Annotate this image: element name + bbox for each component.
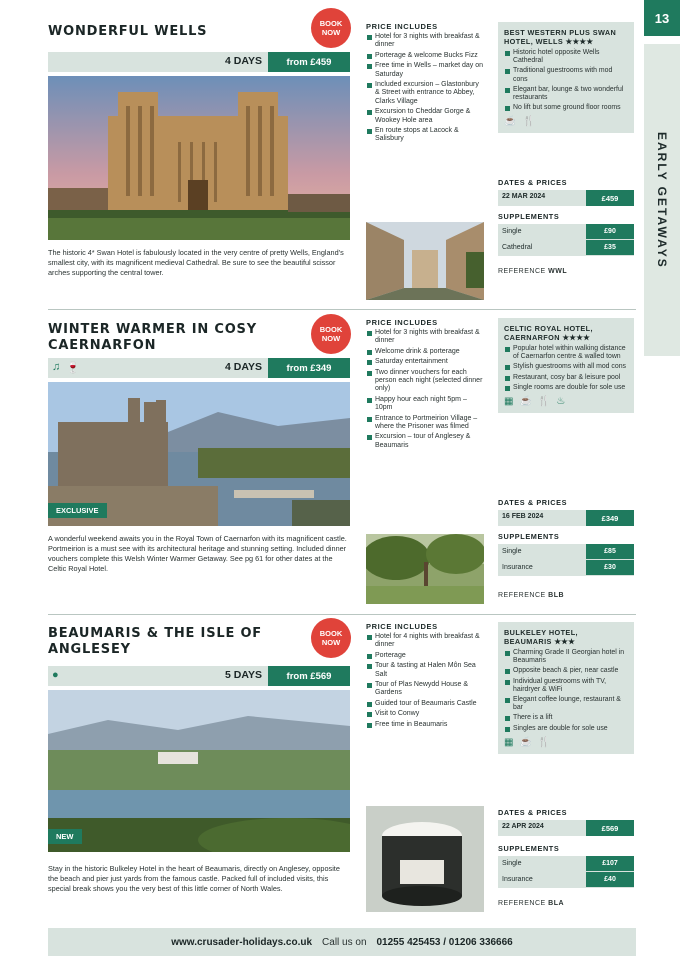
thumb-photo-street [366,222,484,300]
include-item: Included excursion – Glastonbury & Street with entrance to Abbey, Clarks Village [366,81,484,106]
trip-duration: 4 DAYS [225,55,262,67]
reference-value: WWL [548,268,568,275]
trip-title: WINTER WARMER IN COSY CAERNARFON [48,322,257,353]
days-price-bar [48,52,350,72]
coffee-icon: ☕ [504,116,517,128]
wine-icon: 🍷 [66,362,80,374]
section-divider [48,614,636,615]
restaurant-icon: 🍴 [537,396,551,408]
hotel-feature: Elegant coffee lounge, restaurant & bar [504,696,628,712]
reference-label: REFERENCE [498,900,546,907]
hotel-feature: There is a lift [504,714,628,722]
supplement-value: £85 [586,544,634,560]
trip-price[interactable]: from £459 [268,52,350,72]
departure-price[interactable]: £349 [586,510,634,526]
reference-label: REFERENCE [498,592,546,599]
date-price-row [498,510,634,526]
supplements-heading: SUPPLEMENTS [498,844,560,853]
include-item: Happy hour each night 5pm – 10pm [366,396,484,413]
supplements-table [498,856,634,888]
price-includes-heading: PRICE INCLUDES [366,622,438,631]
dates-prices-heading: DATES & PRICES [498,498,568,507]
dates-prices-heading: DATES & PRICES [498,178,568,187]
thumb-photo-garden [366,534,484,604]
hotel-info [498,318,634,413]
supplements-table [498,544,634,576]
section-tab-label: EARLY GETAWAYS [655,131,669,269]
trip-description: The historic 4* Swan Hotel is fabulously located in the very centre of pretty Wells, England's smallest city, with its magnificent medieval Cathedral. Be sure to see the beautiful scissor arches supporting the central tower. [48,248,344,277]
price-includes-heading: PRICE INCLUDES [366,318,438,327]
include-item: Welcome drink & porterage [366,348,484,356]
trip-beaumaris-anglesey [48,618,636,922]
trip-feature-icons [52,669,59,681]
include-item: Guided tour of Beaumaris Castle [366,700,484,708]
days-price-bar [48,666,350,686]
supplement-name: Single [502,548,522,555]
hotel-feature: Singles are double for sole use [504,725,628,733]
supplements-heading: SUPPLEMENTS [498,532,560,541]
supplement-name: Insurance [502,564,533,571]
trip-price[interactable]: from £349 [268,358,350,378]
supplement-value: £30 [586,560,634,576]
phone-numbers[interactable]: 01255 425453 / 01206 336666 [376,936,513,948]
price-includes-heading: PRICE INCLUDES [366,22,438,31]
book-now-badge[interactable]: BOOK NOW [311,8,351,48]
amenity-icons [504,116,628,127]
supplement-value: £107 [586,856,634,872]
include-item: Excursion to Cheddar Gorge & Wookey Hole area [366,108,484,125]
departure-date: 22 MAR 2024 [502,193,546,200]
include-item: Porterage & welcome Bucks Fizz [366,52,484,60]
include-item: Visit to Conwy [366,710,484,718]
hotel-feature: Stylish guestrooms with all mod cons [504,363,628,371]
hotel-feature: Opposite beach & pier, near castle [504,667,628,675]
hotel-feature: Traditional guestrooms with mod cons [504,67,628,83]
page-number: 13 [644,0,680,36]
price-includes [366,22,484,146]
section-divider [48,309,636,310]
website-link[interactable]: www.crusader-holidays.co.uk [171,936,313,948]
reference-value: BLA [548,900,565,907]
days-price-bar [48,358,350,378]
coffee-icon: ☕ [519,396,532,408]
include-item: Saturday entertainment [366,358,484,366]
new-icon: ● [52,669,59,681]
trip-photo-coast [48,690,350,852]
hotel-name: BEST WESTERN PLUS SWAN HOTEL, WELLS ★★★★ [504,28,617,46]
supplement-name: Insurance [502,876,533,883]
trip-duration: 4 DAYS [225,361,262,373]
pool-icon: ♨ [556,396,566,408]
include-item: Hotel for 3 nights with breakfast & dinner [366,329,484,346]
coffee-icon: ☕ [519,736,532,748]
hotel-feature: Charming Grade II Georgian hotel in Beaumaris [504,649,628,665]
call-label: Call us on [322,936,367,948]
reference-value: BLB [548,592,565,599]
trip-description: A wonderful weekend awaits you in the Royal Town of Caernarfon with its magnificent castle. Portmeirion is a must see with its architectural heritage and stunning setting. Included dinner vouchers complete this Welsh Winter Warmer Getaway. See pg 61 for other dates at the Celtic Royal Hotel. [48,534,347,573]
amenity-icons [504,396,628,407]
reference-label: REFERENCE [498,268,546,275]
include-item: Entrance to Portmeirion Village – where the Prisoner was filmed [366,415,484,432]
exclusive-tag: EXCLUSIVE [48,503,107,518]
hotel-feature: No lift but some ground floor rooms [504,104,628,112]
restaurant-icon: 🍴 [522,116,535,128]
lift-icon: ▦ [504,736,514,748]
include-item: Free time in Wells – market day on Saturday [366,62,484,79]
price-includes [366,622,484,731]
hotel-feature: Elegant bar, lounge & two wonderful restaurants [504,86,628,102]
amenity-icons [504,737,628,748]
hotel-feature: Historic hotel opposite Wells Cathedral [504,49,628,65]
price-includes [366,318,484,452]
hotel-feature: Individual guestrooms with TV, hairdryer & WiFi [504,678,628,694]
book-now-badge[interactable]: BOOK NOW [311,314,351,354]
trip-winter-warmer-caernarfon [48,314,636,612]
book-now-badge[interactable]: BOOK NOW [311,618,351,658]
include-item: Two dinner vouchers for each person each night (selected dinner only) [366,369,484,394]
restaurant-icon: 🍴 [537,736,551,748]
trip-wonderful-wells [48,8,636,308]
supplements-heading: SUPPLEMENTS [498,212,560,221]
include-item: En route stops at Lacock & Salisbury [366,127,484,144]
trip-price[interactable]: from £569 [268,666,350,686]
trip-photo-castle [48,382,350,526]
supplement-name: Single [502,228,522,235]
include-item: Porterage [366,652,484,660]
date-price-row [498,190,634,206]
date-price-row [498,820,634,836]
supplement-value: £40 [586,872,634,888]
supplement-value: £90 [586,224,634,240]
music-icon: ♫ [52,361,61,373]
reference-code [498,592,564,599]
new-tag: NEW [48,829,82,844]
thumb-photo-salt-tub [366,806,484,912]
supplement-name: Cathedral [502,244,533,251]
contact-footer [48,928,636,956]
trip-photo-cathedral [48,76,350,240]
departure-price[interactable]: £569 [586,820,634,836]
trip-feature-icons [52,361,80,374]
departure-date: 22 APR 2024 [502,823,544,830]
reference-code [498,268,567,275]
hotel-feature: Restaurant, cosy bar & leisure pool [504,374,628,382]
include-item: Free time in Beaumaris [366,721,484,729]
lift-icon: ▦ [504,396,514,408]
trip-title: WONDERFUL WELLS [48,24,208,39]
supplement-value: £35 [586,240,634,256]
hotel-name: BULKELEY HOTEL, BEAUMARIS ★★★ [504,628,578,646]
include-item: Tour of Plas Newydd House & Gardens [366,681,484,698]
reference-code [498,900,564,907]
section-tab [644,44,680,356]
departure-date: 16 FEB 2024 [502,513,544,520]
include-item: Tour & tasting at Halen Môn Sea Salt [366,662,484,679]
include-item: Hotel for 3 nights with breakfast & dinner [366,33,484,50]
supplements-table [498,224,634,256]
dates-prices-heading: DATES & PRICES [498,808,568,817]
trip-description: Stay in the historic Bulkeley Hotel in the heart of Beaumaris, directly on Anglesey, opposite the beach and pier just yards from the famous castle. Packed full of included visits, this special break shows you the very best of this little corner of North Wales. [48,864,340,893]
hotel-info [498,622,634,754]
include-item: Excursion – tour of Anglesey & Beaumaris [366,433,484,450]
hotel-info [498,22,634,133]
hotel-feature: Single rooms are double for sole use [504,384,628,392]
departure-price[interactable]: £459 [586,190,634,206]
trip-duration: 5 DAYS [225,669,262,681]
supplement-name: Single [502,860,522,867]
hotel-name: CELTIC ROYAL HOTEL, CAERNARFON ★★★★ [504,324,593,342]
hotel-feature: Popular hotel within walking distance of Caernarfon centre & walled town [504,345,628,361]
trip-title: BEAUMARIS & THE ISLE OF ANGLESEY [48,626,262,657]
include-item: Hotel for 4 nights with breakfast & dinner [366,633,484,650]
